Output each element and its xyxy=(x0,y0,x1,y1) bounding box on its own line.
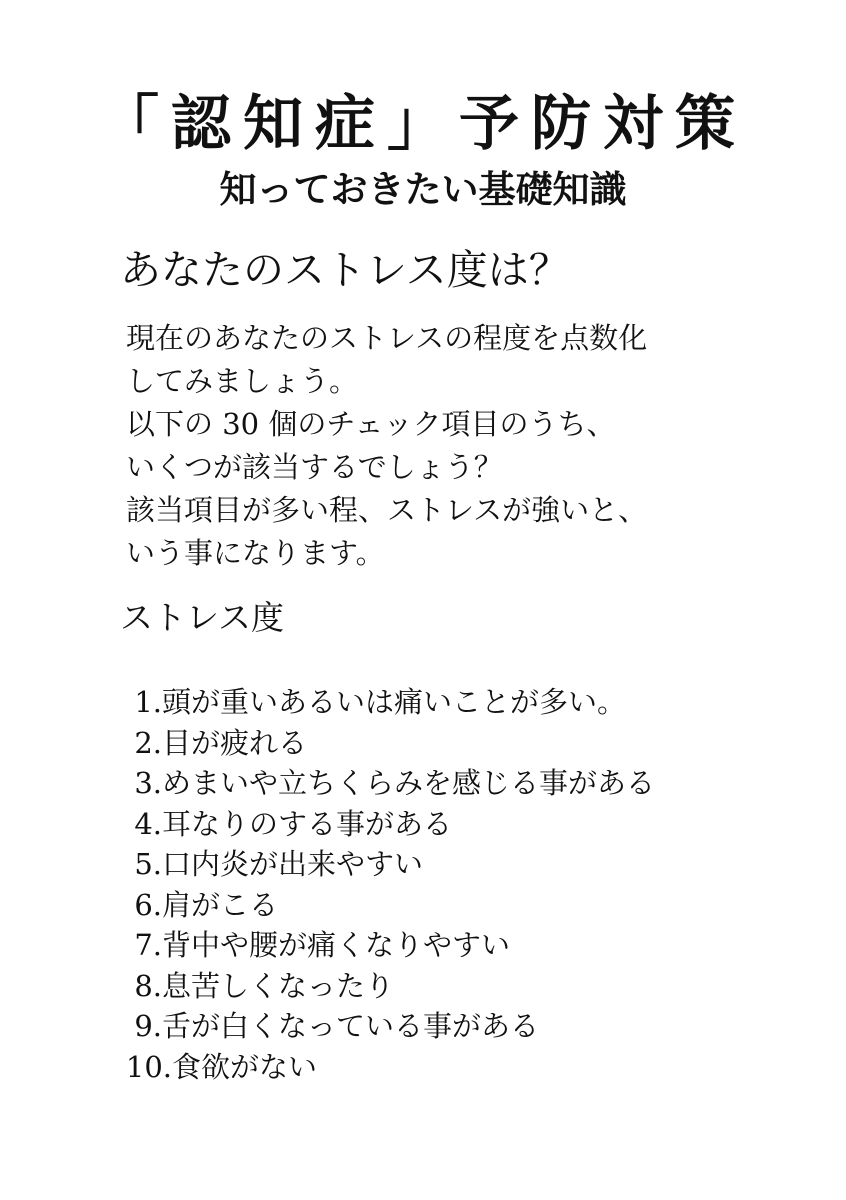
checklist-text: 頭が重いあるいは痛いことが多い。 xyxy=(162,685,627,719)
checklist-text: めまいや立ちくらみを感じる事がある xyxy=(162,766,656,800)
checklist-number: 9. xyxy=(134,1009,162,1043)
checklist-text: 目が疲れる xyxy=(162,725,308,760)
checklist-item xyxy=(112,682,792,723)
checklist-number: 1. xyxy=(134,685,162,719)
checklist-text: 息苦しくなったり xyxy=(162,968,395,1003)
intro-line: 現在のあなたのストレスの程度を点数化 xyxy=(126,321,648,355)
page-title: 「認知症」予防対策 xyxy=(99,89,747,159)
checklist-number: 8. xyxy=(134,968,162,1003)
checklist-text: 耳なりのする事がある xyxy=(162,806,453,841)
checklist-item xyxy=(112,723,792,764)
checklist-item xyxy=(112,844,792,885)
checklist-number: 4. xyxy=(134,806,162,841)
checklist-number: 10. xyxy=(125,1049,172,1084)
checklist-item xyxy=(112,763,792,804)
checklist-number: 2. xyxy=(134,725,162,760)
section-heading: あなたのストレス度は？ xyxy=(120,246,570,294)
stress-checklist xyxy=(112,682,792,1087)
checklist-item xyxy=(112,1047,792,1088)
intro-line: 以下の 30 個のチェック項目のうち、 xyxy=(126,407,616,441)
intro-line: いくつが該当するでしょう？ xyxy=(126,450,503,484)
checklist-number: 3. xyxy=(134,766,162,800)
intro-paragraph xyxy=(126,317,776,575)
checklist-label: ストレス度 xyxy=(120,598,285,637)
checklist-number: 5. xyxy=(134,847,162,881)
page-subtitle: 知っておきたい基礎知識 xyxy=(219,167,627,211)
checklist-item xyxy=(112,966,792,1007)
intro-line: いう事になります。 xyxy=(126,536,385,570)
checklist-text: 肩がこる xyxy=(162,887,279,922)
intro-line: してみましょう。 xyxy=(126,364,359,398)
checklist-item xyxy=(112,804,792,845)
checklist-number: 6. xyxy=(134,887,162,922)
checklist-text: 舌が白くなっている事がある xyxy=(162,1009,540,1043)
checklist-item xyxy=(112,925,792,966)
checklist-text: 口内炎が出来やすい xyxy=(162,847,424,881)
checklist-item xyxy=(112,1006,792,1047)
checklist-item xyxy=(112,885,792,926)
checklist-text: 食欲がない xyxy=(172,1049,318,1084)
intro-line: 該当項目が多い程、ストレスが強いと、 xyxy=(126,493,648,527)
checklist-number: 7. xyxy=(134,928,162,962)
checklist-text: 背中や腰が痛くなりやすい xyxy=(162,928,511,962)
